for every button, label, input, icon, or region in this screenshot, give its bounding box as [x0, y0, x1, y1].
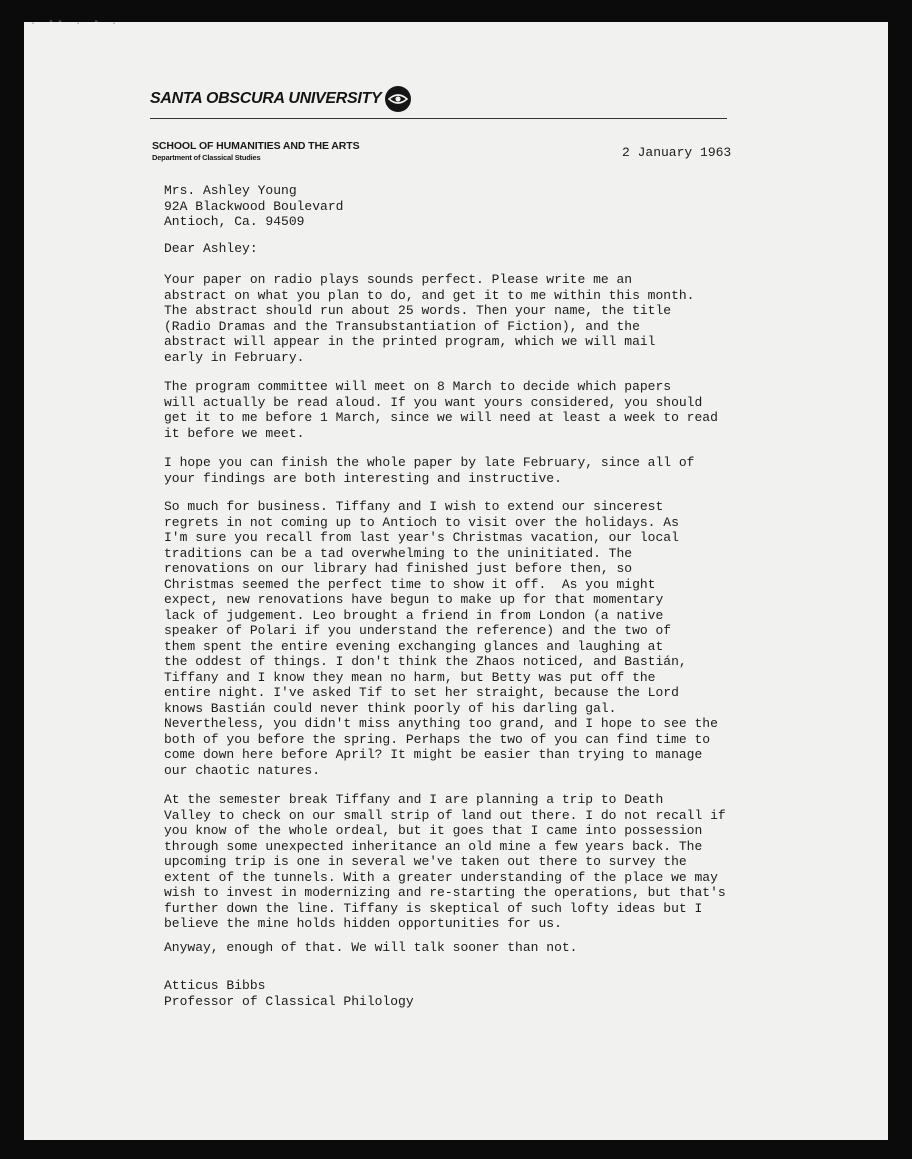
paragraph: The program committee will meet on 8 March to decide which papers will actually be read aloud. If you want yours considered, you should get it to me before 1 March, since we will need at least a week to read it before we meet. — [164, 379, 718, 441]
recipient-city: Antioch, Ca. 94509 — [164, 214, 305, 229]
recipient-address — [164, 183, 343, 230]
department-name: Department of Classical Studies — [152, 153, 261, 162]
letterhead-logo — [150, 86, 411, 112]
recipient-name: Mrs. Ashley Young — [164, 183, 297, 198]
letterhead-rule — [150, 118, 727, 119]
recipient-street: 92A Blackwood Boulevard — [164, 198, 344, 214]
signature-name: Atticus Bibbs — [164, 978, 266, 993]
eye-icon — [385, 86, 411, 112]
paragraph: Your paper on radio plays sounds perfect. Please write me an abstract on what you plan to do, and get it to me within this month. The abstract should run about 25 words. Then your name, the title (Radio Dramas and the Transubstantiation of Fiction), and the abstract will appear in the printed program, which we will mail early in February. — [164, 272, 695, 365]
paragraph: I hope you can finish the whole paper by late February, since all of your findings are both interesting and instructive. — [164, 455, 695, 486]
corner-marks: . -- . - . — [30, 16, 121, 27]
paragraph: Anyway, enough of that. We will talk sooner than not. — [164, 940, 578, 955]
letter-date: 2 January 1963 — [622, 145, 732, 160]
signature-block — [164, 978, 414, 1009]
signature-title: Professor of Classical Philology — [164, 993, 414, 1009]
university-name: SANTA OBSCURA UNIVERSITY — [150, 90, 382, 107]
salutation: Dear Ashley: — [164, 241, 258, 256]
paragraph: At the semester break Tiffany and I are planning a trip to Death Valley to check on our small strip of land out there. I do not recall if you know of the whole ordeal, but it goes that I came into possession through some unexpected inheritance an old mine a few years back. The upcoming trip is one in several we've taken out there to survey the extent of the tunnels. With a greater understanding of the place we may wish to invest in modernizing and re-starting the operations, but that's further down the line. Tiffany is skeptical of such lofty ideas but I believe the mine holds hidden opportunities for us. — [164, 792, 726, 931]
paragraph: So much for business. Tiffany and I wish to extend our sincerest regrets in not coming up to Antioch to visit over the holidays. As I'm sure you recall from last year's Christmas vacation, our local traditions can be a tad overwhelming to the uninitiated. The renovations on our library had finished just before then, so Christmas seemed the perfect time to show it off. As you might expect, new renovations have begun to make up for that momentary lack of judgement. Leo brought a friend in from London (a native speaker of Polari if you understand the reference) and the two of them spent the entire evening exchanging glances and laughing at the oddest of things. I don't think the Zhaos noticed, and Bastián, Tiffany and I know they mean no harm, but Betty was put off the entire night. I've asked Tif to set her straight, because the Lord knows Bastián could never think poorly of his darling gal. Nevertheless, you didn't miss anything too grand, and I hope to see the both of you before the spring. Perhaps the two of you can find time to come down here before April? It might be easier than trying to manage our chaotic natures. — [164, 499, 718, 778]
school-name: SCHOOL OF HUMANITIES AND THE ARTS — [152, 140, 360, 152]
